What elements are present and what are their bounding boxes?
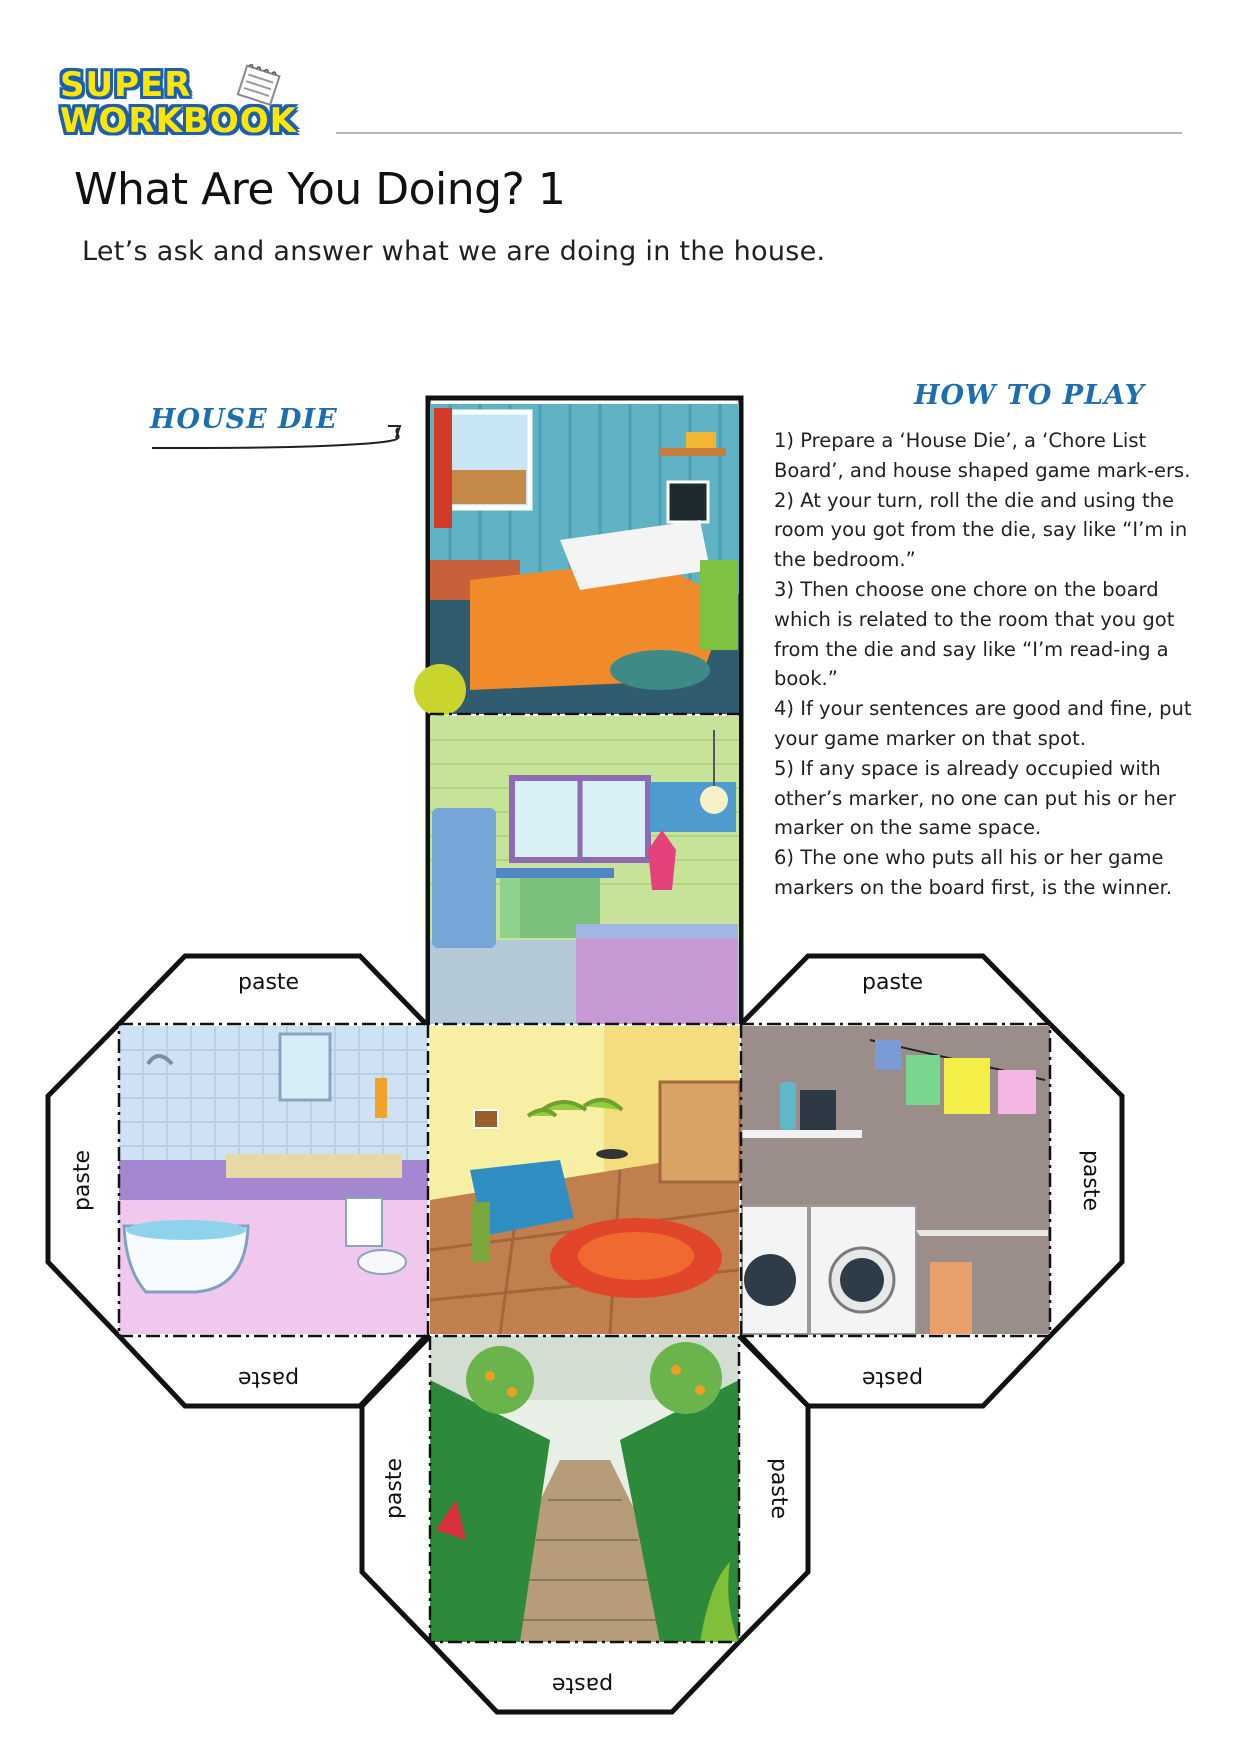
living-room-table: [596, 1149, 628, 1159]
hanging-shirt-3: [944, 1058, 990, 1114]
bathroom-towel: [375, 1078, 387, 1118]
die-face-bathroom: [119, 1026, 428, 1334]
logo-line-2: WORKBOOK: [60, 101, 298, 141]
laundry-basket: [930, 1262, 972, 1334]
detergent-box: [800, 1090, 836, 1130]
paste-label-garden-right: paste: [766, 1457, 792, 1520]
paste-label-laundry-top: paste: [862, 970, 924, 995]
garden-tree-right: [650, 1342, 722, 1414]
living-room-shelf: [660, 1082, 740, 1182]
living-room-plant: [472, 1202, 490, 1262]
bedroom-curtain: [434, 408, 452, 528]
hanging-shirt-2: [906, 1055, 940, 1105]
garden-tree-left: [466, 1346, 534, 1414]
living-room-picture: [474, 1110, 498, 1128]
instruction-step-3: 3) Then choose one chore on the board which is related to the room that you got from the die and say like “I’m read-ing a book.”: [774, 577, 1175, 691]
page-subtitle: Let’s ask and answer what we are doing in the house.: [82, 236, 826, 267]
paste-label-bathroom-bottom: paste: [238, 1366, 300, 1391]
paste-label-bathroom-left: paste: [70, 1149, 96, 1212]
hanging-shirt-1: [875, 1040, 901, 1070]
logo-line-1: SUPER: [60, 65, 192, 105]
die-face-kitchen: [430, 716, 739, 1024]
die-face-garden: [430, 1336, 739, 1642]
paste-label-laundry-bottom: paste: [862, 1366, 924, 1391]
kitchen-fridge: [432, 808, 496, 948]
instruction-step-4: 4) If your sentences are good and fine, put your game marker on that spot.: [774, 697, 1192, 750]
page-title: What Are You Doing? 1: [74, 164, 566, 215]
instruction-step-1: 1) Prepare a ‘House Die’, a ‘Chore List Board’, and house shaped game mark-ers.: [774, 429, 1191, 482]
paste-label-garden-left: paste: [382, 1457, 408, 1520]
instruction-step-5: 5) If any space is already occupied with other’s marker, no one can put his or her marker on the same space.: [774, 756, 1176, 840]
die-face-living-room: [430, 1026, 740, 1334]
die-face-bedroom: [414, 404, 739, 716]
instruction-step-6: 6) The one who puts all his or her game markers on the board first, is the winner.: [774, 846, 1173, 899]
bathroom-toilet: [358, 1250, 406, 1274]
paste-label-laundry-right: paste: [1078, 1149, 1104, 1212]
bathroom-mirror: [280, 1034, 330, 1100]
bathroom-bucket: [346, 1198, 382, 1246]
bathroom-vanity: [226, 1154, 402, 1178]
paste-label-garden-bottom: paste: [552, 1672, 614, 1697]
bedroom-rug: [610, 650, 710, 690]
hanging-shirt-4: [998, 1070, 1036, 1114]
bedroom-shelf: [660, 448, 726, 456]
instruction-step-2: 2) At your turn, roll the die and using the room you got from the die, say like “I’m in the bedroom.”: [774, 488, 1188, 572]
how-to-play-title: HOW TO PLAY: [914, 380, 1145, 411]
kitchen-sink-counter: [576, 936, 738, 1024]
paste-label-bathroom-top: paste: [238, 970, 300, 995]
house-die-label: HOUSE DIE: [150, 404, 338, 435]
bedroom-dresser: [700, 560, 738, 650]
ironing-board: [916, 1230, 1048, 1236]
laundry-shelf: [742, 1130, 862, 1138]
rocket-poster: [668, 482, 708, 522]
die-face-laundry-room: [741, 1026, 1050, 1334]
